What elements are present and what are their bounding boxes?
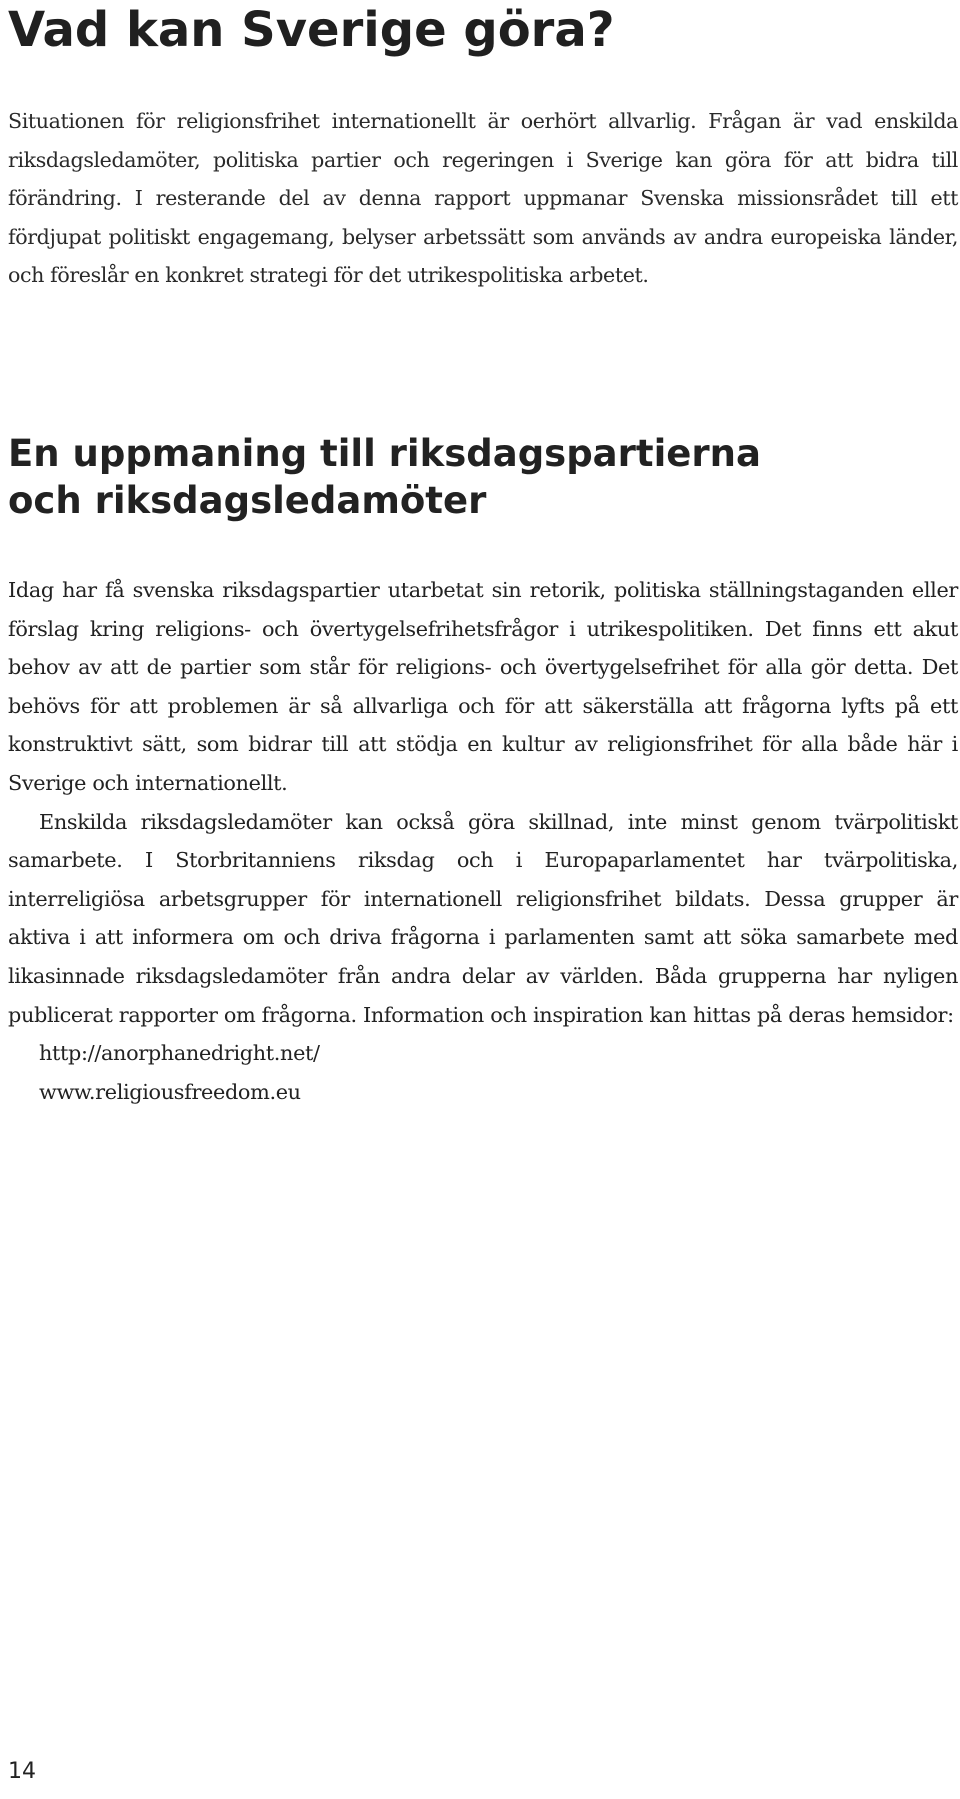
intro-paragraph: Situationen för religionsfrihet internationellt är oerhört allvarlig. Frågan är vad enskilda riksdagsledamöter, politiska partier och regeringen i Sverige kan göra för att bidra till förändring. I resterande del av denna rapport uppmanar Svenska missionsrådet till ett fördjupat politiskt engagemang, belyser arbetssätt som används av andra europeiska länder, och föreslår en konkret strategi för det utrikespolitiska arbetet. <box>8 109 958 288</box>
section-heading-line-2: och riksdagsledamöter <box>8 479 487 522</box>
section-paragraph-1: Idag har få svenska riksdagspartier utarbetat sin retorik, politiska ställningstaganden eller förslag kring religions- och övertygelsefrihetsfrågor i utrikespolitiken. Det finns ett akut behov av att de partier som står för religions- och övertygelsefrihet för alla gör detta. Det behövs för att problemen är så allvarliga och för att säkerställa att frågorna lyfts på ett konstruktivt sätt, som bidrar till att stödja en kultur av religionsfrihet för alla både här i Sverige och internationellt. <box>8 578 958 795</box>
section-heading-line-1: En uppmaning till riksdagspartierna <box>8 432 761 475</box>
link-anorphanedright[interactable]: http://anorphanedright.net/ <box>39 1041 320 1066</box>
section-heading <box>8 430 761 524</box>
section-paragraph-2: Enskilda riksdagsledamöter kan också göra skillnad, inte minst genom tvärpolitiskt samarbete. I Storbritanniens riksdag och i Europaparlamentet har tvärpolitiska, interreligiösa arbetsgrupper för internationell religionsfrihet bildats. Dessa grupper är aktiva i att informera om och driva frågorna i parlamenten samt att söka samarbete med likasinnade riksdagsledamöter från andra delar av världen. Båda grupperna har nyligen publicerat rapporter om frågorna. Information och inspiration kan hittas på deras hemsidor: <box>8 809 958 1027</box>
page-title: Vad kan Sverige göra? <box>8 2 615 58</box>
section-body <box>8 571 958 1111</box>
link-religiousfreedom[interactable]: www.religiousfreedom.eu <box>39 1079 301 1104</box>
page-number: 14 <box>8 1759 36 1784</box>
